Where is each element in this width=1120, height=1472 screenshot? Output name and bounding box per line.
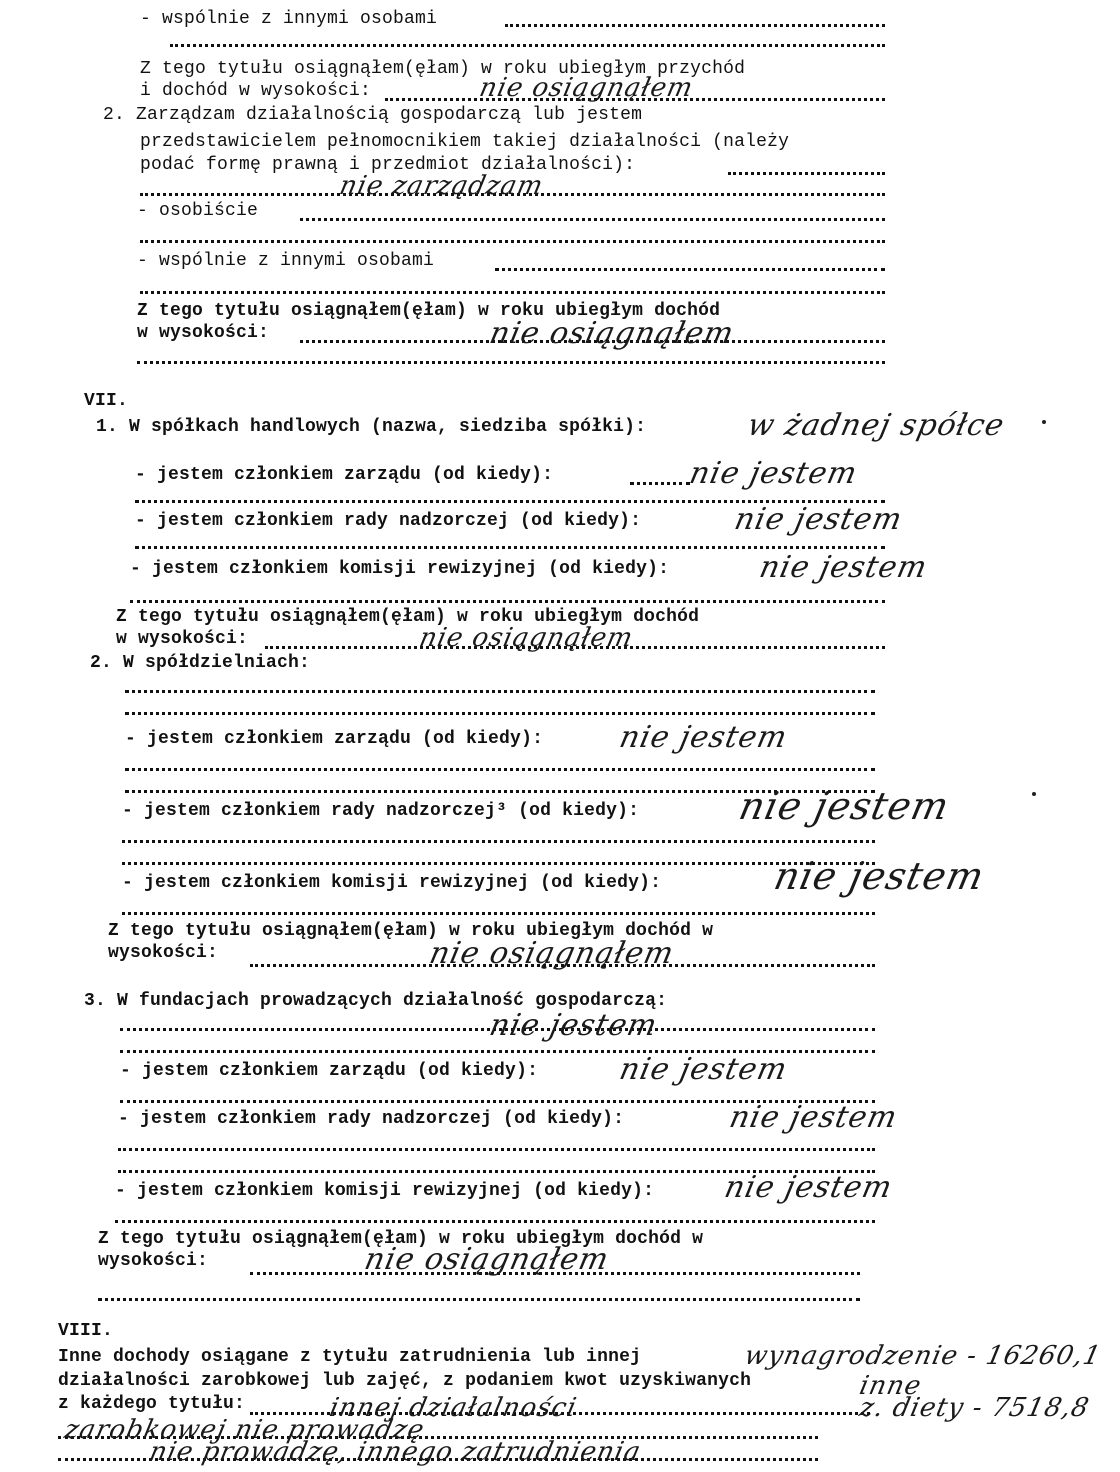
- vii-income1-line2: w wysokości:: [116, 629, 249, 649]
- income2-label-line2: w wysokości:: [137, 323, 270, 343]
- vii-income3-line2: wysokości:: [98, 1251, 209, 1271]
- dotted-line: [135, 546, 885, 549]
- section-vii-heading: VII.: [84, 391, 129, 411]
- handwritten-answer: nie jestem: [726, 1100, 901, 1135]
- dotted-line: [137, 361, 885, 364]
- handwritten-answer: z. diety - 7518,8: [856, 1393, 1093, 1423]
- handwritten-answer: nie osiągnąłem: [416, 623, 637, 653]
- income-label-line2: i dochód w wysokości:: [140, 81, 372, 101]
- vii-income2-line2: wysokości:: [108, 943, 219, 963]
- dotted-line: [98, 1298, 860, 1301]
- handwritten-answer: nie jestem: [721, 1170, 896, 1205]
- dotted-line: [505, 24, 885, 27]
- handwritten-answer: nie osiągnąłem: [361, 1242, 613, 1277]
- vii-zarzad1-label: - jestem członkiem zarządu (od kiedy):: [135, 465, 554, 485]
- osobiscie-label: - osobiście: [137, 201, 259, 221]
- wspolnie-top-label: - wspólnie z innymi osobami: [140, 9, 438, 29]
- item2-label-line2: przedstawicielem pełnomocnikiem takiej działalności (należy: [140, 132, 790, 152]
- dotted-line: [300, 218, 885, 221]
- dotted-line: [125, 768, 875, 771]
- handwritten-answer: inne: [856, 1371, 925, 1401]
- dotted-line: [122, 912, 875, 915]
- vii-income2-line1: Z tego tytułu osiągnąłem(ęłam) w roku ubiegłym dochód w: [108, 921, 714, 941]
- dotted-line: [140, 291, 885, 294]
- handwritten-answer: wynagrodzenie - 16260,1: [741, 1341, 1105, 1371]
- handwritten-answer: nie osiągnąłem: [426, 936, 678, 971]
- handwritten-answer: nie jestem: [486, 1008, 661, 1043]
- handwritten-answer: zarobkowej nie prowadzę: [61, 1415, 428, 1445]
- handwritten-answer: nie jestem: [770, 854, 989, 898]
- scan-speck: [1042, 420, 1046, 424]
- viii-line3: z każdego tytułu:: [58, 1394, 246, 1414]
- vii-item3-label: 3. W fundacjach prowadzących działalność gospodarczą:: [84, 991, 668, 1011]
- vii-item2-label: 2. W spółdzielniach:: [90, 653, 311, 673]
- handwritten-answer: nie jestem: [616, 720, 791, 755]
- vii-komisja2-label: - jestem członkiem komisji rewizyjnej (od kiedy):: [122, 873, 662, 893]
- dotted-line: [630, 482, 690, 485]
- item2-label-line1: 2. Zarządzam działalnością gospodarczą lub jestem: [103, 105, 643, 125]
- viii-line2: działalności zarobkowej lub zajęć, z podaniem kwot uzyskiwanych: [58, 1371, 752, 1391]
- dotted-line: [122, 840, 875, 843]
- vii-rada3-label: - jestem członkiem rady nadzorczej (od kiedy):: [118, 1109, 625, 1129]
- dotted-line: [118, 1148, 875, 1151]
- vii-rada1-label: - jestem członkiem rady nadzorczej (od kiedy):: [135, 511, 642, 531]
- dotted-line: [170, 44, 885, 47]
- viii-line1: Inne dochody osiągane z tytułu zatrudnienia lub innej: [58, 1347, 642, 1367]
- vii-income3-line1: Z tego tytułu osiągnąłem(ęłam) w roku ubiegłym dochód w: [98, 1229, 704, 1249]
- handwritten-answer: nie jestem: [616, 1052, 791, 1087]
- vii-zarzad3-label: - jestem członkiem zarządu (od kiedy):: [120, 1061, 539, 1081]
- handwritten-answer: nie jestem: [735, 784, 954, 828]
- handwritten-answer: innej działalności: [326, 1393, 580, 1423]
- vii-komisja1-label: - jestem członkiem komisji rewizyjnej (od kiedy):: [130, 559, 670, 579]
- item2-label-line3: podać formę prawną i przedmiot działalności):: [140, 155, 636, 175]
- vii-rada2-label: - jestem członkiem rady nadzorczej³ (od kiedy):: [122, 801, 640, 821]
- vii-zarzad2-label: - jestem członkiem zarządu (od kiedy):: [125, 729, 544, 749]
- handwritten-answer: nie zarządzam: [336, 171, 547, 201]
- handwritten-answer: nie jestem: [731, 502, 906, 537]
- wspolnie-label: - wspólnie z innymi osobami: [137, 251, 435, 271]
- dotted-line: [130, 600, 885, 603]
- dotted-line: [140, 240, 885, 243]
- dotted-line: [125, 712, 875, 715]
- section-viii-heading: VIII.: [58, 1321, 114, 1341]
- handwritten-answer: nie jestem: [756, 550, 931, 585]
- handwritten-answer: nie prowadzę, innego zatrudnienia: [146, 1437, 644, 1467]
- dotted-line: [495, 268, 885, 271]
- dotted-line: [728, 172, 885, 175]
- vii-item1-label: 1. W spółkach handlowych (nazwa, siedziba spółki):: [96, 417, 647, 437]
- income-label-line1: Z tego tytułu osiągnąłem(ęłam) w roku ubiegłym przychód: [140, 59, 746, 79]
- dotted-line: [125, 690, 875, 693]
- handwritten-answer: nie osiągnąłem: [476, 73, 697, 103]
- income2-label-line1: Z tego tytułu osiągnąłem(ęłam) w roku ubiegłym dochód: [137, 301, 721, 321]
- handwritten-answer: nie jestem: [686, 456, 861, 491]
- vii-komisja3-label: - jestem członkiem komisji rewizyjnej (od kiedy):: [115, 1181, 655, 1201]
- dotted-line: [122, 862, 875, 865]
- vii-income1-line1: Z tego tytułu osiągnąłem(ęłam) w roku ubiegłym dochód: [116, 607, 700, 627]
- dotted-line: [115, 1220, 875, 1223]
- handwritten-answer: nie osiągnąłem: [486, 316, 738, 351]
- handwritten-answer: w żadnej spółce: [744, 408, 1008, 443]
- scan-speck: [1032, 792, 1036, 796]
